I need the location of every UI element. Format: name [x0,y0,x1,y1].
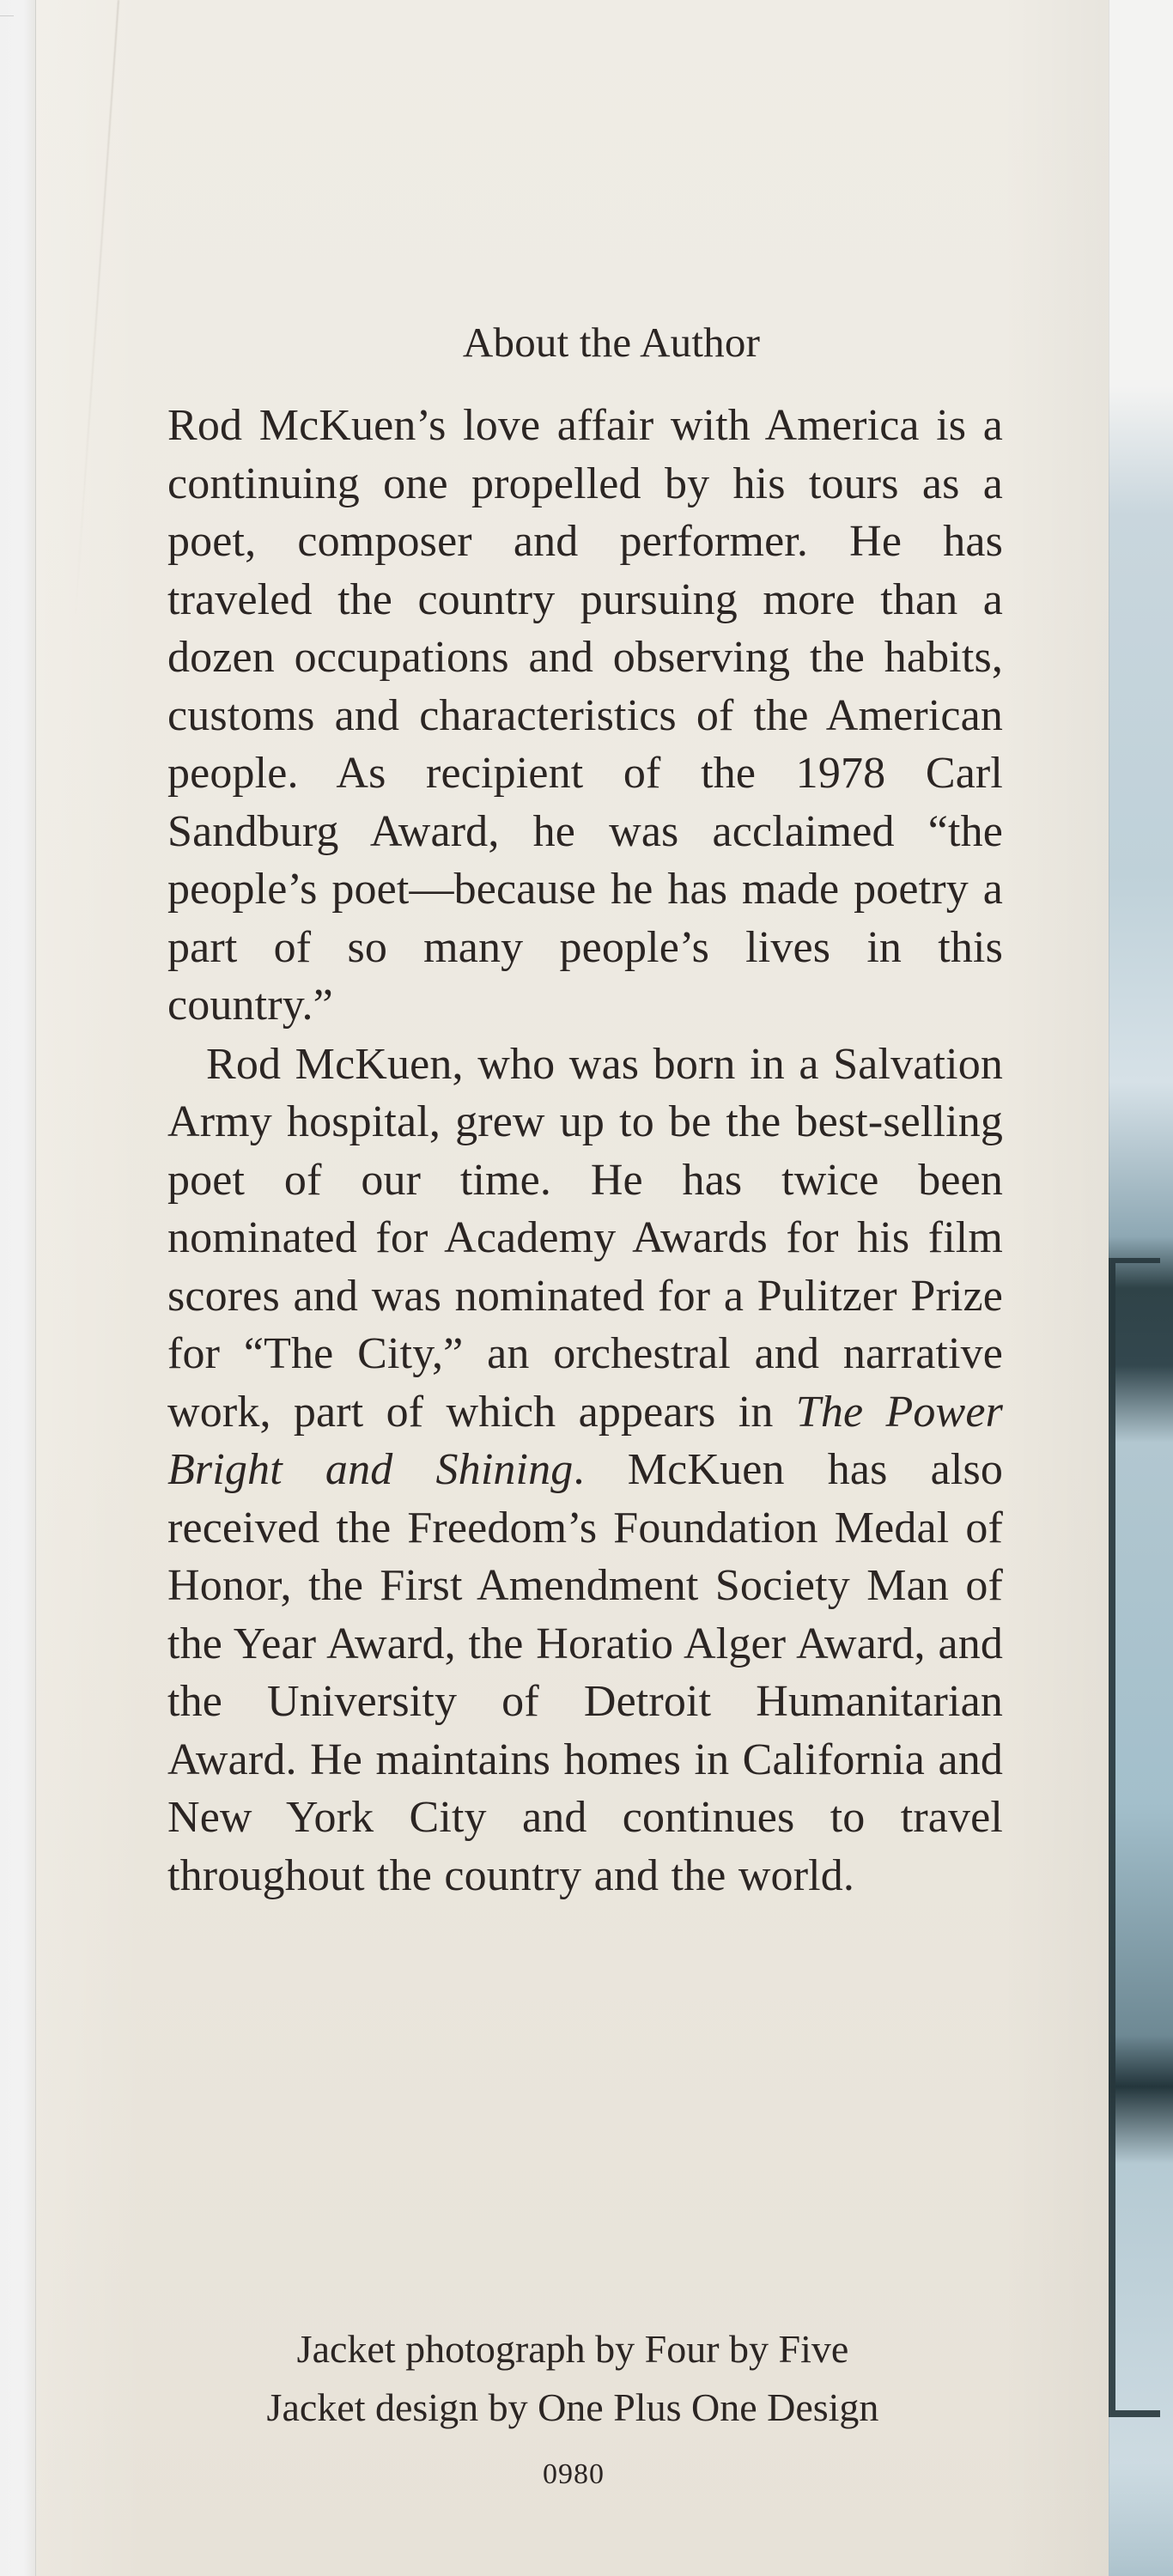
book-title: The Power Bright and Shining [167,1387,1003,1494]
bio-paragraph-1: Rod McKuen’s love affair with America is a continuing one propelled by his tours as a poet, composer and performer. He has traveled the country pursuing more than a dozen occupations and observing the habits, customs and characteristics of the American people. As recipient of the 1978 Carl Sandburg Award, he was acclaimed “the people’s poet—because he has made poetry a part of so many people’s lives in this country.” [167,401,1003,1030]
cover-photo-edge [1109,0,1173,2576]
bio-paragraph-2 [167,1036,1003,1905]
author-bio [167,397,1003,1905]
left-paper-strip [0,0,36,2576]
photo-credit: Jacket photograph by Four by Five [296,2327,849,2371]
page-title: About the Author [462,319,761,366]
jacket-code: 0980 [543,2458,605,2490]
jacket-credits [216,2320,929,2437]
bio-paragraph-2-part-2: . McKuen has also received the Freedom’s Foundation Medal of Honor, the First Amendment Society Man of the Year Award, the Horatio Alger Award, and the University of Detroit Humanitarian Award. He maintains homes in California and New York City and continues to travel throughout the country and the world. [167,1445,1004,1900]
jacket-flap [36,0,1109,2576]
design-credit: Jacket design by One Plus One Design [266,2385,879,2429]
jacket-content [36,0,1109,2576]
bio-paragraph-2-part-1: Rod McKuen, who was born in a Salvation Army hospital, grew up to be the best-selling poet of our time. He has twice been nominated for Academy Awards for his film scores and was nominated for a Pulitzer Prize for “The City,” an orchestral and narrative work, part of which appears in [167,1039,1003,1437]
